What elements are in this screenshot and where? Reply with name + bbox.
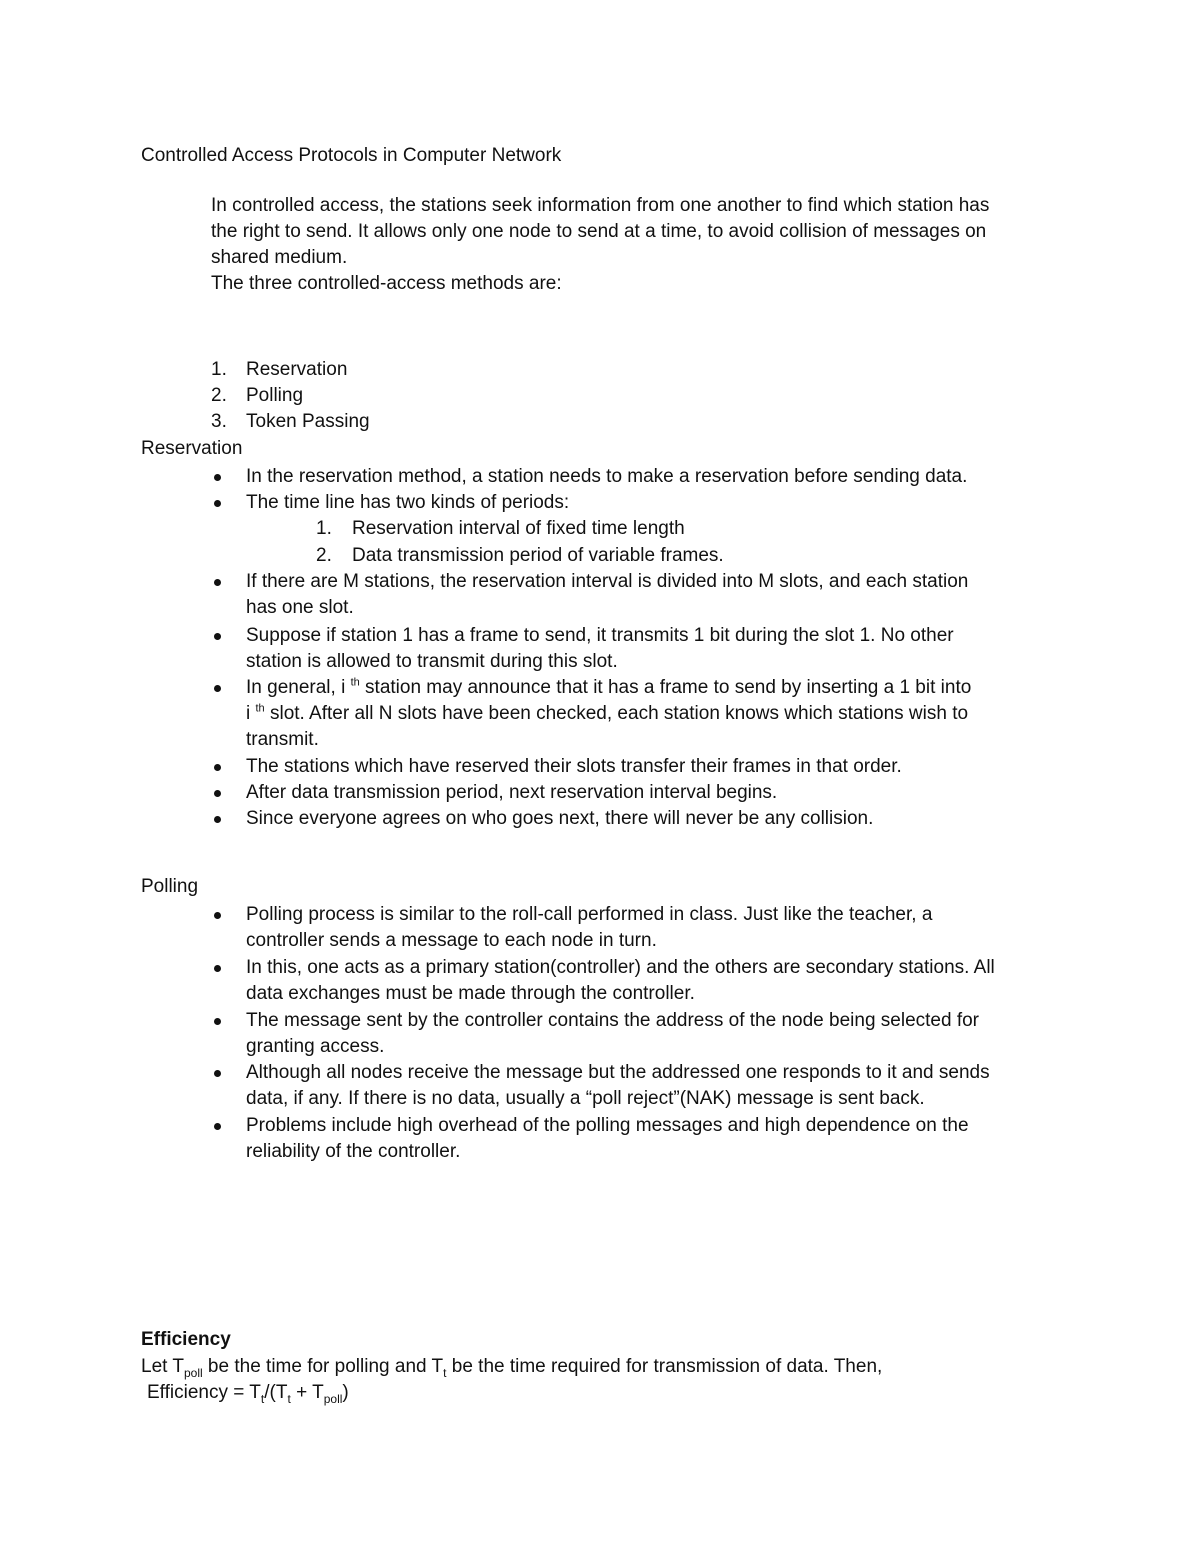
list-item-continuation: i $^{th}$ slot. After all N slots have been checked, each station knows which stations wish to [246,702,969,724]
list-item: In this, one acts as a primary station(controller) and the others are secondary stations. All [246,957,995,978]
list-item-continuation: reliability of the controller. [246,1141,461,1162]
section-heading-polling: Polling [141,876,199,897]
list-item: Although all nodes receive the message but the addressed one responds to it and sends [246,1062,990,1083]
intro-line: shared medium. [211,247,348,268]
list-item: In the reservation method, a station needs to make a reservation before sending data. [246,466,968,487]
list-item: Polling [246,385,304,406]
list-item: The time line has two kinds of periods: [246,492,570,513]
list-item: If there are M stations, the reservation interval is divided into M slots, and each station [246,571,969,592]
bullet-icon [214,764,221,771]
bullet-icon [214,965,221,972]
list-item: The message sent by the controller contains the address of the node being selected for [246,1010,980,1031]
section-heading-reservation: Reservation [141,438,243,459]
bullet-icon [214,816,221,823]
list-item: Reservation interval of fixed time length [352,518,685,539]
list-item-continuation: granting access. [246,1036,385,1057]
list-number: 1. [211,359,227,380]
bullet-icon [214,1123,221,1130]
list-item: The stations which have reserved their slots transfer their frames in that order. [246,756,902,777]
intro-line: The three controlled-access methods are: [211,273,562,294]
bullet-icon [214,912,221,919]
list-number: 2. [211,385,227,406]
bullet-icon [214,633,221,640]
section-heading-efficiency: Efficiency [141,1329,231,1350]
intro-line: the right to send. It allows only one node to send at a time, to avoid collision of messages on [211,221,987,242]
list-item-continuation: data exchanges must be made through the controller. [246,983,695,1004]
list-item: Suppose if station 1 has a frame to send, it transmits 1 bit during the slot 1. No other [246,625,954,646]
bullet-icon [214,500,221,507]
list-item: In general, i $^{th}$ station may announce that it has a frame to send by inserting a 1 bit into [246,676,972,698]
list-item: Since everyone agrees on who goes next, there will never be any collision. [246,808,874,829]
list-item-continuation: has one slot. [246,597,354,618]
intro-line: In controlled access, the stations seek information from one another to find which station has [211,195,990,216]
list-item-continuation: data, if any. If there is no data, usually a “poll reject”(NAK) message is sent back. [246,1088,925,1109]
list-item: Polling process is similar to the roll-call performed in class. Just like the teacher, a [246,904,933,925]
list-number: 3. [211,411,227,432]
bullet-icon [214,1018,221,1025]
bullet-icon [214,474,221,481]
list-item-continuation: transmit. [246,729,319,750]
bullet-icon [214,579,221,586]
list-item: Data transmission period of variable frames. [352,545,724,566]
efficiency-formula: Efficiency = $T_t/(T_t + T_{poll})$ [147,1382,349,1406]
list-number: 1. [316,518,332,539]
bullet-icon [214,1070,221,1077]
list-item-continuation: controller sends a message to each node in turn. [246,930,657,951]
list-item: Reservation [246,359,348,380]
list-item: Token Passing [246,411,370,432]
list-item: After data transmission period, next reservation interval begins. [246,782,778,803]
list-number: 2. [316,545,332,566]
document-title: Controlled Access Protocols in Computer Network [141,145,562,166]
efficiency-text: Let $T_{poll}$ be the time for polling and $T_t$ be the time required for transmission of data. Then, [141,1356,883,1380]
bullet-icon [214,685,221,692]
list-item-continuation: station is allowed to transmit during this slot. [246,651,618,672]
list-item: Problems include high overhead of the polling messages and high dependence on the [246,1115,969,1136]
bullet-icon [214,790,221,797]
